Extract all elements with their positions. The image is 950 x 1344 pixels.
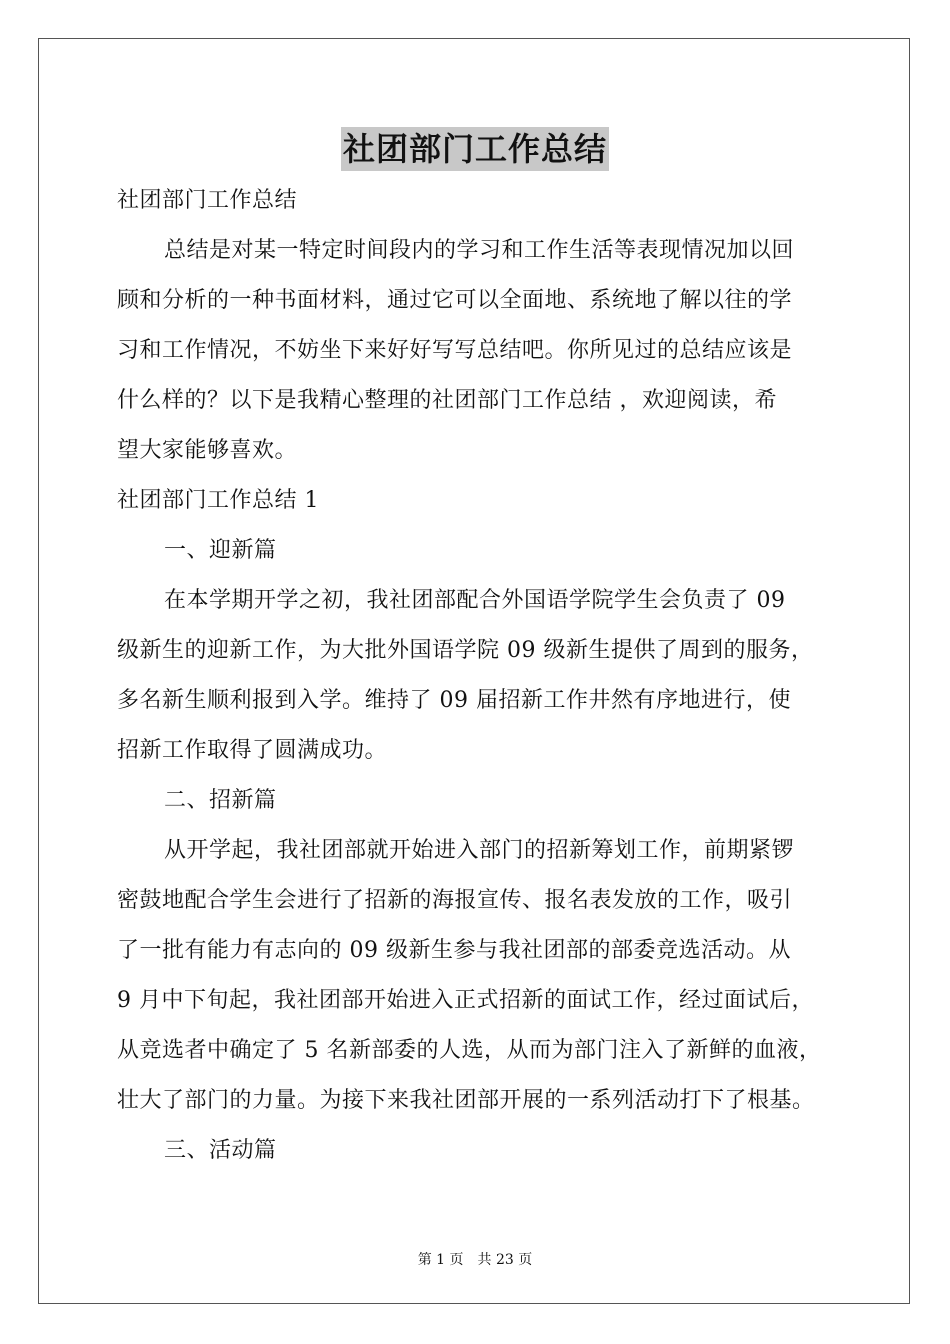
text-line: 级新生的迎新工作，为大批外国语学院 09 级新生提供了周到的服务， (117, 638, 814, 663)
text-line: 招新工作取得了圆满成功。 (117, 738, 388, 763)
text-line: 一、迎新篇 (164, 538, 277, 563)
text-line: 总结是对某一特定时间段内的学习和工作生活等表现情况加以回 (164, 238, 795, 263)
text-line: 二、招新篇 (164, 788, 277, 813)
text-line: 壮大了部门的力量。为接下来我社团部开展的一系列活动打下了根基。 (117, 1088, 815, 1113)
text-line: 社团部门工作总结 1 (117, 488, 319, 513)
text-line: 在本学期开学之初，我社团部配合外国语学院学生会负责了 09 (164, 588, 786, 613)
title-container (0, 127, 950, 171)
document-title: 社团部门工作总结 (341, 127, 609, 171)
document-body (117, 176, 837, 1176)
text-line: 9 月中下旬起，我社团部开始进入正式招新的面试工作，经过面试后， (117, 988, 814, 1013)
text-line: 了一批有能力有志向的 09 级新生参与我社团部的部委竞选活动。从 (117, 938, 791, 963)
text-line: 密鼓地配合学生会进行了招新的海报宣传、报名表发放的工作，吸引 (117, 888, 793, 913)
text-line: 多名新生顺利报到入学。维持了 09 届招新工作井然有序地进行，使 (117, 688, 791, 713)
text-line: 顾和分析的一种书面材料，通过它可以全面地、系统地了解以往的学 (117, 288, 793, 313)
text-line: 三、活动篇 (164, 1138, 277, 1163)
text-line: 望大家能够喜欢。 (117, 438, 298, 463)
text-line: 社团部门工作总结 (117, 188, 298, 213)
text-line: 习和工作情况，不妨坐下来好好写写总结吧。你所见过的总结应该是 (117, 338, 793, 363)
text-line: 什么样的？以下是我精心整理的社团部门工作总结 ，欢迎阅读，希 (117, 388, 777, 413)
text-line: 从竞选者中确定了 5 名新部委的人选，从而为部门注入了新鲜的血液， (117, 1038, 822, 1063)
text-line: 从开学起，我社团部就开始进入部门的招新筹划工作，前期紧锣 (164, 838, 795, 863)
page-footer: 第 1 页 共 23 页 (417, 1252, 533, 1268)
